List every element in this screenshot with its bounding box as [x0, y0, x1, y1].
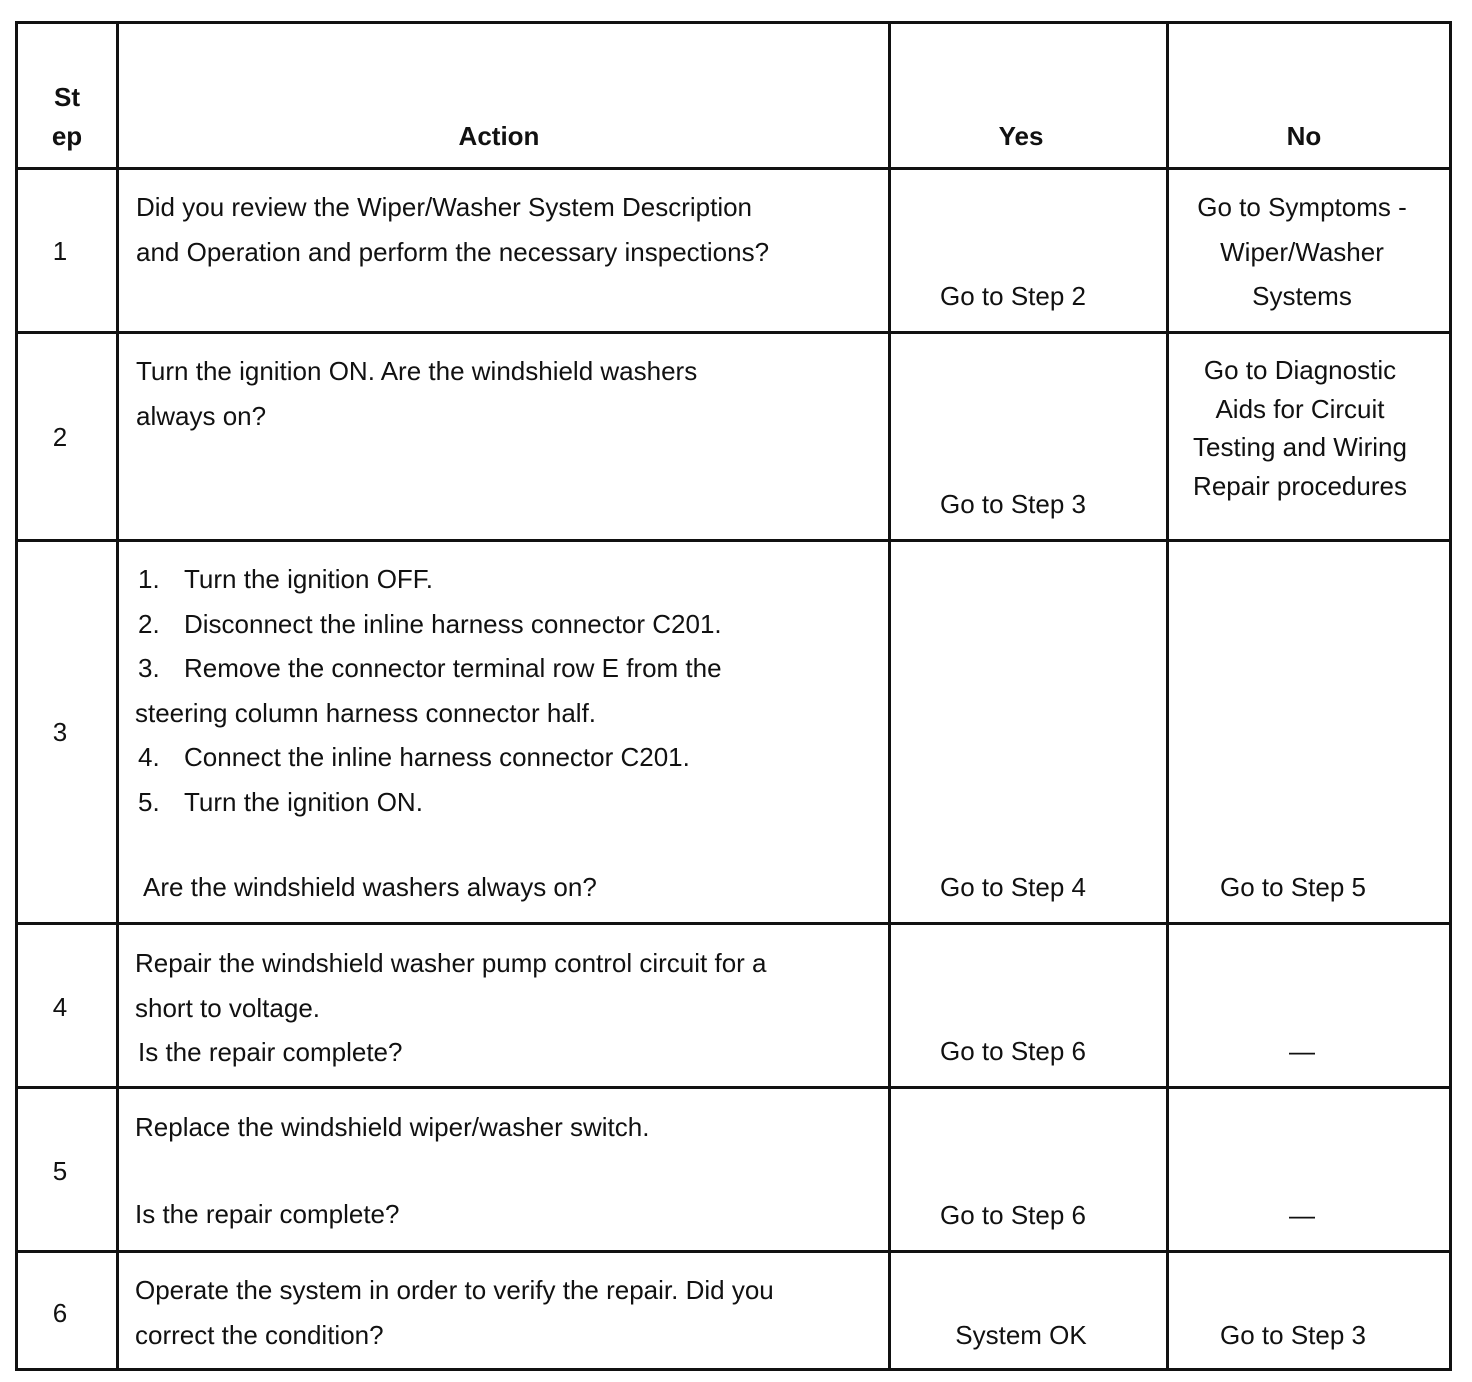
no-line: Repair procedures	[1193, 470, 1407, 501]
step-number: 1	[52, 236, 68, 266]
action-continuation: steering column harness connector half.	[135, 697, 597, 728]
yes-result: Go to Step 2	[940, 281, 1086, 311]
list-number: 4.	[138, 742, 160, 772]
yes-result: Go to Step 3	[940, 489, 1086, 519]
table-rule	[1449, 21, 1452, 1371]
list-text: Connect the inline harness connector C201.	[184, 742, 690, 772]
list-number: 3.	[138, 653, 160, 683]
header-yes: Yes	[998, 121, 1044, 151]
action-list-item	[135, 602, 722, 647]
step-number: 4	[52, 992, 68, 1022]
no-line: Systems	[1252, 281, 1352, 311]
header-step-line: ep	[51, 121, 83, 151]
action-line: Turn the ignition ON. Are the windshield washers	[136, 356, 698, 386]
action-question: Is the repair complete?	[135, 1199, 400, 1229]
step-number: 6	[52, 1298, 68, 1328]
no-line: Go to Symptoms -	[1197, 192, 1407, 222]
action-text	[136, 349, 697, 438]
table-rule	[888, 21, 891, 1371]
no-line: Wiper/Washer	[1220, 236, 1384, 267]
no-result: —	[1289, 1200, 1315, 1230]
header-step	[18, 78, 116, 156]
action-text	[135, 1268, 774, 1357]
yes-result: Go to Step 4	[940, 872, 1086, 902]
action-line: short to voltage.	[135, 992, 320, 1023]
action-question: Are the windshield washers always on?	[143, 872, 597, 902]
list-text: Turn the ignition ON.	[184, 786, 423, 817]
yes-result: Go to Step 6	[940, 1036, 1086, 1066]
action-list-item	[135, 780, 722, 825]
table-rule	[15, 21, 1452, 24]
action-text	[136, 185, 769, 274]
action-text	[135, 941, 767, 1075]
list-text: Turn the ignition OFF.	[184, 564, 434, 594]
list-number: 5.	[138, 786, 160, 817]
action-list-item	[135, 646, 722, 691]
header-no: No	[1286, 121, 1322, 151]
list-number: 2.	[138, 608, 160, 639]
list-text: Disconnect the inline harness connector C201.	[184, 608, 722, 639]
table-rule	[116, 21, 119, 1371]
no-result: Go to Step 5	[1220, 872, 1366, 902]
action-line: Did you review the Wiper/Washer System Description	[136, 192, 753, 222]
action-line: always on?	[136, 400, 267, 431]
no-result: Go to Step 3	[1220, 1320, 1366, 1350]
no-line: Go to Diagnostic	[1203, 355, 1397, 385]
no-result	[1169, 351, 1431, 505]
action-line: Repair the windshield washer pump control circuit for a	[135, 948, 767, 978]
action-line: correct the condition?	[135, 1319, 384, 1350]
no-line: Testing and Wiring	[1193, 432, 1407, 462]
table-rule	[15, 539, 1452, 542]
list-number: 1.	[138, 564, 160, 594]
list-text: Remove the connector terminal row E from the	[184, 653, 722, 683]
action-text	[135, 557, 722, 824]
table-rule	[15, 1086, 1452, 1089]
header-action: Action	[458, 121, 540, 151]
table-rule	[15, 331, 1452, 334]
action-line: and Operation and perform the necessary inspections?	[136, 236, 770, 267]
table-rule	[15, 167, 1452, 170]
step-number: 3	[52, 717, 68, 747]
no-result	[1169, 185, 1435, 319]
action-list-item	[135, 557, 722, 602]
yes-result: Go to Step 6	[940, 1200, 1086, 1230]
action-line: Is the repair complete?	[138, 1037, 403, 1067]
action-line: Operate the system in order to verify the repair. Did you	[135, 1275, 774, 1305]
no-result: —	[1289, 1036, 1315, 1066]
action-text: Replace the windshield wiper/washer switch.	[135, 1112, 650, 1142]
step-number: 5	[52, 1156, 68, 1186]
yes-result: System OK	[955, 1320, 1087, 1350]
table-rule	[15, 1368, 1452, 1371]
table-rule	[15, 1250, 1452, 1253]
table-rule	[15, 922, 1452, 925]
action-list-item	[135, 735, 722, 780]
step-number: 2	[52, 422, 68, 452]
no-line: Aids for Circuit	[1215, 393, 1385, 424]
header-step-line: St	[54, 82, 80, 112]
